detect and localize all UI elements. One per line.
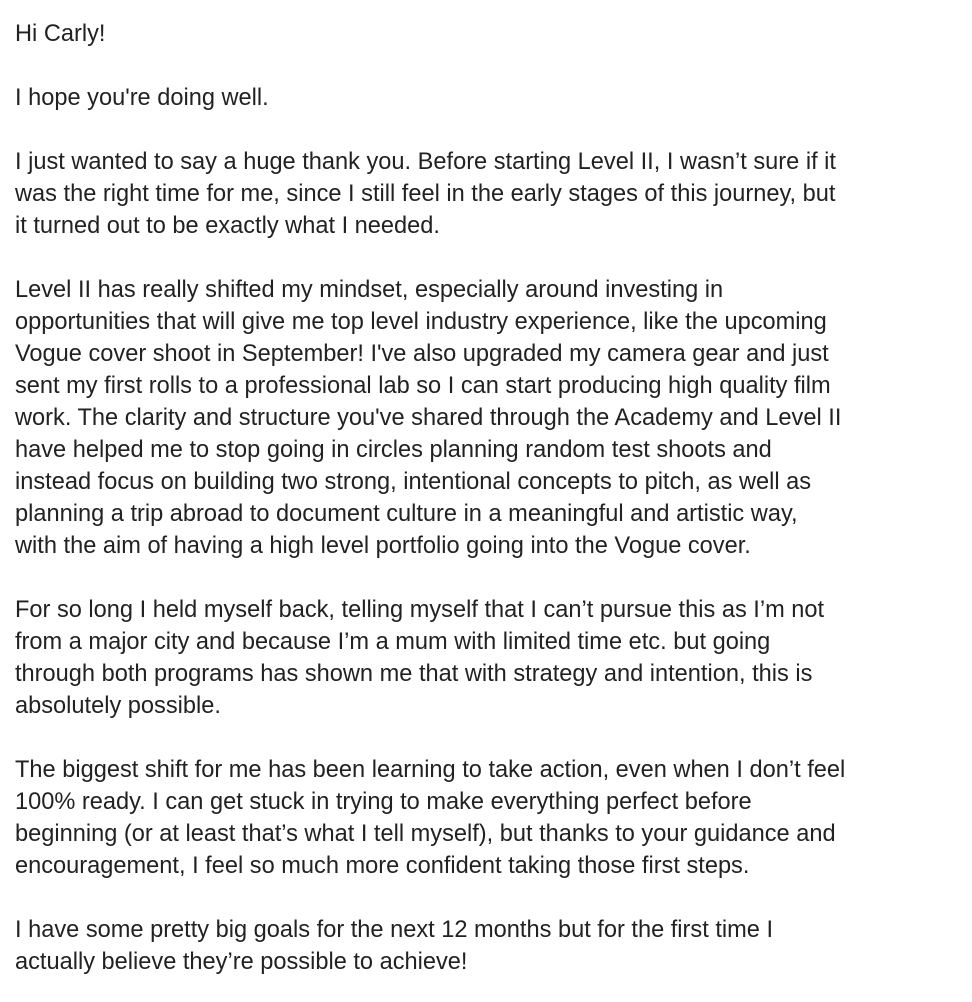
text-line: Level II has really shifted my mindset, especially around investing in: [15, 277, 724, 303]
paragraph-goals: [15, 914, 960, 978]
email-body: [15, 18, 960, 978]
text-line: opportunities that will give me top level industry experience, like the upcoming: [15, 309, 827, 335]
text-line: actually believe they’re possible to achieve!: [15, 949, 468, 975]
text-line: have helped me to stop going in circles planning random test shoots and: [15, 437, 772, 463]
text-line: I have some pretty big goals for the next 12 months but for the first time I: [15, 917, 773, 943]
text-line: For so long I held myself back, telling myself that I can’t pursue this as I’m not: [15, 597, 825, 623]
text-line: The biggest shift for me has been learning to take action, even when I don’t feel: [15, 757, 846, 783]
text-line: encouragement, I feel so much more confident taking those first steps.: [15, 853, 750, 879]
text-line: it turned out to be exactly what I needed.: [15, 213, 440, 239]
paragraph-held-back: [15, 594, 960, 722]
text-line: sent my first rolls to a professional lab so I can start producing high quality film: [15, 373, 831, 399]
text-line: through both programs has shown me that with strategy and intention, this is: [15, 661, 813, 687]
text-line: from a major city and because I’m a mum with limited time etc. but going: [15, 629, 771, 655]
paragraph-wellbeing: [15, 82, 960, 114]
text-line: I hope you're doing well.: [15, 85, 269, 111]
paragraph-thank-you: [15, 146, 960, 242]
greeting-line: Hi Carly!: [15, 21, 106, 47]
text-line: with the aim of having a high level portfolio going into the Vogue cover.: [15, 533, 751, 559]
paragraph-biggest-shift: [15, 754, 960, 882]
text-line: I just wanted to say a huge thank you. Before starting Level II, I wasn’t sure if it: [15, 149, 836, 175]
text-line: was the right time for me, since I still feel in the early stages of this journey, but: [15, 181, 836, 207]
text-line: absolutely possible.: [15, 693, 221, 719]
text-line: Vogue cover shoot in September! I've also upgraded my camera gear and just: [15, 341, 829, 367]
text-line: work. The clarity and structure you've shared through the Academy and Level II: [15, 405, 842, 431]
text-line: 100% ready. I can get stuck in trying to make everything perfect before: [15, 789, 752, 815]
paragraph-mindset: [15, 274, 960, 562]
text-line: beginning (or at least that’s what I tell myself), but thanks to your guidance and: [15, 821, 836, 847]
text-line: instead focus on building two strong, intentional concepts to pitch, as well as: [15, 469, 812, 495]
text-line: planning a trip abroad to document culture in a meaningful and artistic way,: [15, 501, 798, 527]
greeting: [15, 18, 960, 50]
